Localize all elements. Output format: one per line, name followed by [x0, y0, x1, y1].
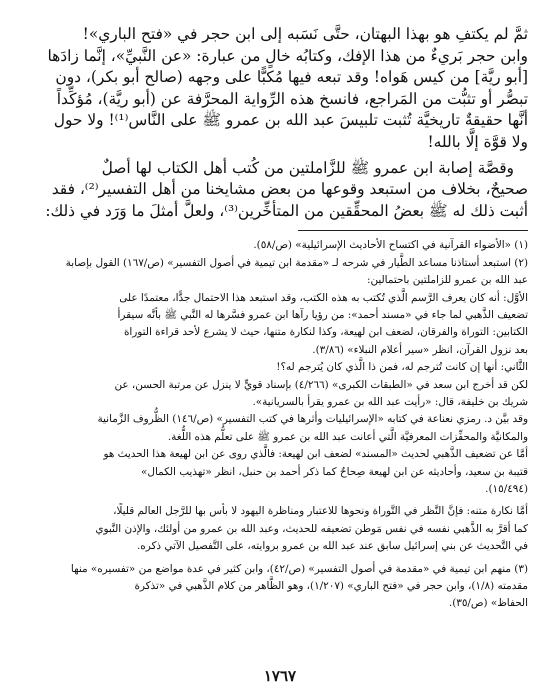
page-number: ١٧٦٧ — [263, 667, 297, 685]
footnotes — [32, 237, 528, 613]
footnote-2-first: الأوَّل: أنه كان يعرف الرَّسم الَّذي تُكتب به هذه الكتب، وقد استبعد هذا الاحتمال جدًّا، معتمدًا على تضعيف الذَّهبي لما جاء في «مسند أحمد»: من رؤيا رآها ابن عمرو فسَّرها له النَّبي ﷺ بأنَّه سيقرأ الكتابين: التوراة والفرقان، لضعف ابن لهيعة، وكذا لنكارة متنها، حيث لا يشرع لأحد قراءة التوراة بعد نزول القرآن، انظر «سير أعلام النبلاء» (٣/٨٦). — [117, 291, 528, 356]
footnote-divider — [298, 230, 528, 231]
main-text — [32, 24, 528, 222]
paragraph-1: ثمَّ لم يكتفِ هو بهذا البهتان، حتَّى نَسَبه إلى ابن حجر في «فتح الباري»! وابن حجر بَريءٌ من هذا الإفك، وكتابُه خالٍ من عبارة: «عن النَّبيِّ»، إنَّما زادَها [أبو ريَّة] من كيس هَواه! وقد تبعه فيها مُكبًّا على وجهه (صالح أبو بكر)، دون تبصُّر أو تثبُّت من المَراجع، فانسخ هذه الرِّواية المحرَّفة عن (أبو ريَّة)، مُؤكِّداً أنَّها حقيقةٌ تاريخيَّة تُثبت تلبيسَ عبد الله بن عمرو ﷺ على النَّاس⁽¹⁾! ولا حول ولا قوَّة إلَّا بالله! — [47, 25, 528, 151]
footnote-2-third: أمَّا نكارة متنه: فإنَّ النَّظر في التَّوراة ونحوها للاعتبار ومناظرة اليهود لا بأس بها للرَّجل العالم قليلًا، كما أقرَّ به الذَّهبي نفسه في نفس مَوطن تضعيفه للحديث، وعبد الله بن عمرو من أولئك، والإذن النَّبوي في التَّحديث عن بني إسرائيل سابق عند عبد الله بن عمرو بروايته، على التَّفصيل الآتي ذكره. — [95, 505, 528, 553]
paragraph-2: وقصَّة إصابة ابن عمرو ﷺ للزَّاملتين من كُتب أهل الكتاب لها أصلٌ صحيحٌ، بخلاف من استبعد وقوعها من بعض مشايخنا من أهل التفسير⁽²⁾، فقد أثبت ذلك له ﷺ بعضُ المحقِّقين من المتأخِّرين⁽³⁾، ولعلَّ أمثلَ ما وَرَد في ذلك: — [45, 158, 528, 220]
footnote-3: (٣) منهم ابن تيمية في «مقدمة في أصول التفسير» (ص/٤٢)، وابن كثير في عدة مواضع من «تفسيره» منها مقدمته (١/٨)، وابن حجر في «فتح الباري» (١/٢٠٧)، وهو الظَّاهر من كلام الذَّهبي في «تذكرة الحفاظ» (ص/٣٥). — [70, 562, 528, 610]
footnote-2-intro: (٢) استبعد أستاذنا مساعد الطَّيار في شرحه لـ «مقدمة ابن تيمية في أصول التفسير» (ص/١٦٧) القول بإصابة عبد الله بن عمرو للزاملتين باحتمالين: — [65, 256, 528, 287]
footnote-2-second: الثَّاني: أنها إن كانت تُترجم له، فمن ذا الَّذي كان يُترجم له؟! لكن قد أخرج ابن سعد في «الطبقات الكبرى» (٤/٢٦٦) بإسناد قويٍّ لا ينزل عن مرتبة الحسن، عن شريك بن خليفة، قال: «رأيت عبد الله بن عمرو يقرأ بالسريانية». وقد بيَّن د. رمزي نعناعة في كتابه «الإسرائيليات وأثرها في كتب التفسير» (ص/١٤٦) الظُّروف الزَّمانية والمكانيَّة والمحفِّزات المعرفيَّة الَّتي أعانت عبد الله بن عمرو ﷺ على تعلُّم هذه اللُّغة. أمَّا عن تضعيف الذَّهبي لحديث «المسند» لضعف ابن لهيعة: فالَّذي روى عن ابن لهيعة هذا الحديث هو قتيبة بن سعيد، وأحاديثه عن ابن لهيعة صِحاحٌ كما ذكر أحمد بن حنبل، انظر «تهذيب الكمال» (١٥/٤٩٤). — [97, 361, 528, 496]
document-page — [32, 24, 528, 685]
footnote-1: (١) «الأضواء القرآنية في اكتساح الأحاديث الإسرائيلية» (ص/٥٨). — [253, 239, 528, 252]
